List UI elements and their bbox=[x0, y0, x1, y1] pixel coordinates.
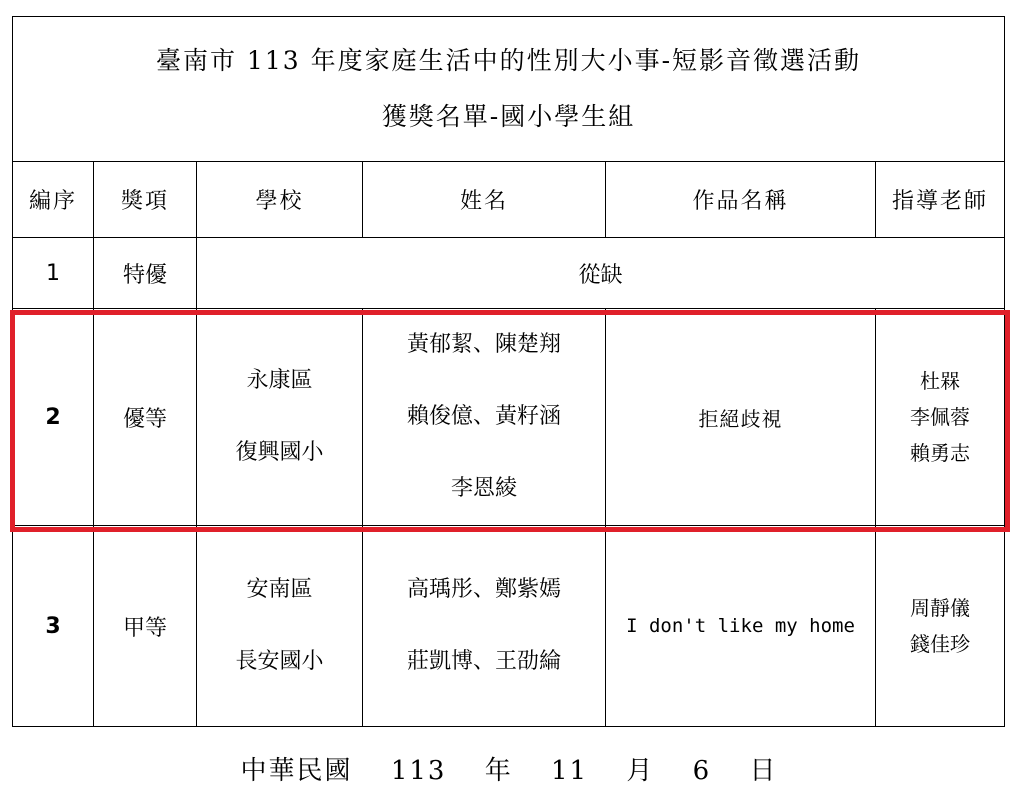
row-teachers bbox=[876, 309, 1005, 526]
award-table bbox=[12, 16, 1005, 727]
student-names: 賴俊億、黃籽涵 bbox=[406, 404, 561, 429]
school-name: 復興國小 bbox=[235, 440, 324, 465]
row-school bbox=[197, 526, 363, 727]
document-date bbox=[0, 750, 1018, 787]
table-row bbox=[13, 309, 1005, 526]
teacher-name: 錢佳珍 bbox=[910, 632, 971, 656]
student-names: 高瑀彤、鄭紫嫣 bbox=[406, 577, 561, 602]
row-teachers bbox=[876, 526, 1005, 727]
row-number: 2 bbox=[13, 309, 94, 526]
student-names: 莊凱博、王劭綸 bbox=[406, 649, 561, 674]
row-award: 優等 bbox=[94, 309, 197, 526]
date-day: 6 bbox=[692, 756, 712, 786]
table-row bbox=[13, 526, 1005, 727]
table-header-row bbox=[13, 162, 1005, 238]
teacher-name: 周靜儀 bbox=[910, 596, 971, 620]
teacher-name: 杜槑 bbox=[920, 369, 961, 393]
award-document bbox=[12, 16, 1004, 727]
header-school: 學校 bbox=[197, 162, 363, 238]
row-names bbox=[363, 526, 606, 727]
student-names: 李恩綾 bbox=[450, 476, 517, 501]
table-row bbox=[13, 238, 1005, 309]
date-month: 11 bbox=[551, 756, 589, 786]
date-era: 中華民國 bbox=[240, 756, 353, 786]
header-number: 編序 bbox=[13, 162, 94, 238]
row-award: 甲等 bbox=[94, 526, 197, 727]
date-day-unit: 日 bbox=[749, 756, 778, 786]
row-number: 3 bbox=[13, 526, 94, 727]
row-award: 特優 bbox=[94, 238, 197, 309]
row-number: 1 bbox=[13, 238, 94, 309]
row-work-title: 拒絕歧視 bbox=[606, 309, 876, 526]
row-names bbox=[363, 309, 606, 526]
date-year-unit: 年 bbox=[484, 756, 513, 786]
header-work-title: 作品名稱 bbox=[606, 162, 876, 238]
teacher-name: 賴勇志 bbox=[910, 441, 971, 465]
row-school bbox=[197, 309, 363, 526]
document-title: 臺南市 113 年度家庭生活中的性別大小事-短影音徵選活動 bbox=[155, 46, 862, 75]
student-names: 黃郁絜、陳楚翔 bbox=[406, 332, 561, 357]
document-subtitle: 獲獎名單-國小學生組 bbox=[381, 102, 636, 131]
header-teacher: 指導老師 bbox=[876, 162, 1005, 238]
school-district: 永康區 bbox=[246, 368, 313, 393]
header-award: 獎項 bbox=[94, 162, 197, 238]
header-name: 姓名 bbox=[363, 162, 606, 238]
school-district: 安南區 bbox=[246, 577, 313, 602]
row-work-title: I don't like my home bbox=[606, 526, 876, 727]
date-month-unit: 月 bbox=[626, 756, 655, 786]
school-name: 長安國小 bbox=[235, 649, 324, 674]
row-vacant: 從缺 bbox=[197, 238, 1005, 309]
title-cell bbox=[13, 17, 1005, 162]
teacher-name: 李佩蓉 bbox=[910, 405, 971, 429]
date-year: 113 bbox=[390, 756, 447, 786]
